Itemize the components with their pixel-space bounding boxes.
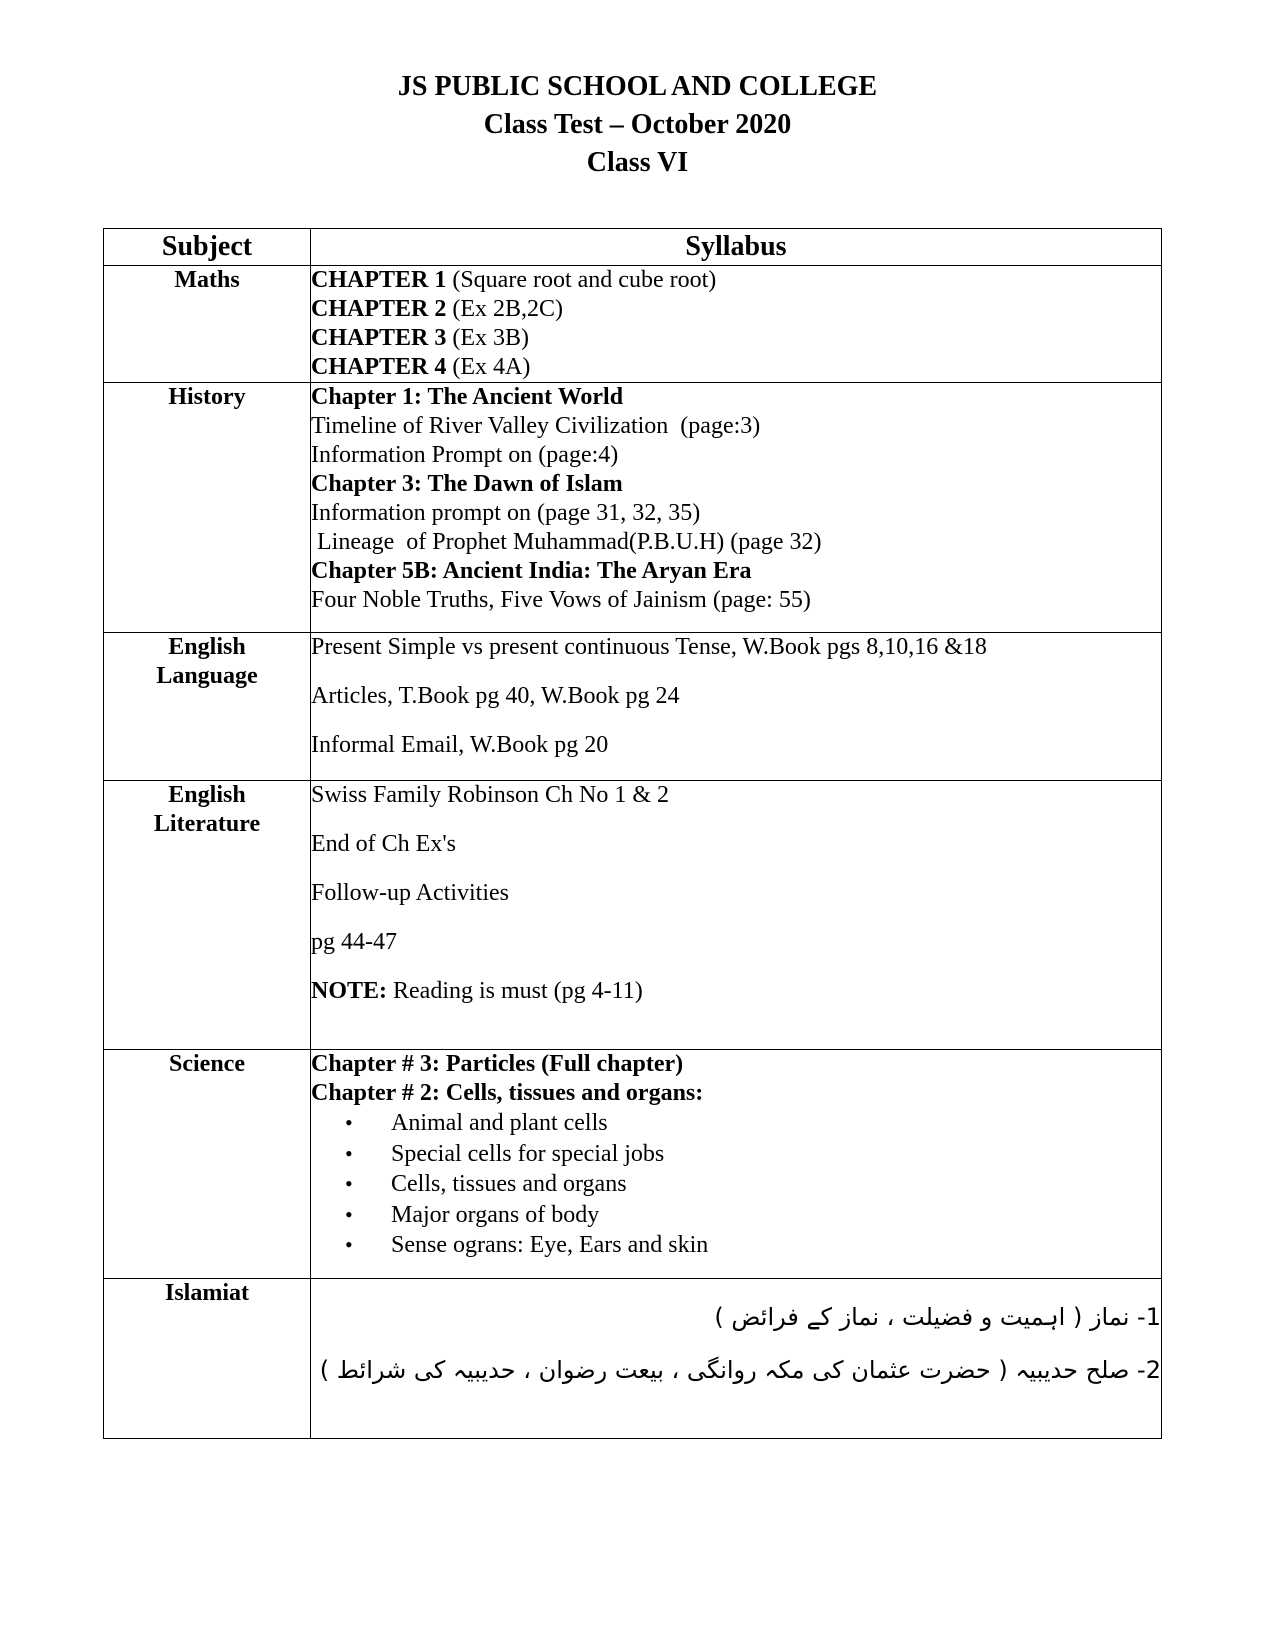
subject-english-literature	[104, 781, 311, 1050]
syllabus-history	[311, 383, 1162, 633]
list-item: • Major organs of body	[367, 1200, 1161, 1231]
history-topic: Lineage of Prophet Muhammad(P.B.U.H) (page 32)	[311, 529, 822, 555]
subject-name-line: English	[168, 634, 246, 660]
document-header	[0, 68, 1275, 182]
history-chapter-heading: Chapter 1: The Ancient World	[311, 384, 624, 410]
syllabus-english-language	[311, 633, 1162, 781]
subject-column-header: Subject	[104, 229, 311, 266]
maths-line	[311, 324, 1161, 353]
class-title: Class VI	[586, 147, 689, 178]
science-topic-list	[311, 1108, 1161, 1261]
maths-chapter-detail: (Ex 3B)	[446, 325, 529, 351]
note-label: NOTE:	[311, 978, 388, 1004]
history-topic: Information Prompt on (page:4)	[311, 442, 619, 468]
list-item: • Special cells for special jobs	[367, 1139, 1161, 1170]
subject-name-line: Literature	[153, 811, 261, 837]
test-title: Class Test – October 2020	[483, 109, 792, 140]
history-topic: Timeline of River Valley Civilization (page:3)	[311, 413, 761, 439]
table-row-maths	[104, 266, 1162, 383]
syllabus-column-header: Syllabus	[311, 229, 1162, 266]
table-row-science	[104, 1050, 1162, 1279]
history-chapter-heading: Chapter 3: The Dawn of Islam	[311, 471, 623, 497]
english-literature-item: End of Ch Ex's	[311, 831, 456, 857]
history-chapter-heading: Chapter 5B: Ancient India: The Aryan Era	[311, 558, 752, 584]
history-topic: Four Noble Truths, Five Vows of Jainism (page: 55)	[311, 587, 811, 613]
maths-line	[311, 295, 1161, 324]
list-item: • Sense ograns: Eye, Ears and skin	[367, 1230, 1161, 1261]
subject-maths: Maths	[104, 266, 311, 383]
subject-name-line: English	[168, 782, 246, 808]
table-row-english-literature	[104, 781, 1162, 1050]
maths-chapter-detail: (Ex 2B,2C)	[446, 296, 564, 322]
maths-chapter-label: CHAPTER 3	[311, 325, 447, 351]
syllabus-maths	[311, 266, 1162, 383]
syllabus-english-literature	[311, 781, 1162, 1050]
science-chapter-heading: Chapter # 3: Particles (Full chapter)	[311, 1051, 684, 1077]
science-chapter-heading: Chapter # 2: Cells, tissues and organs:	[311, 1080, 704, 1106]
maths-chapter-label: CHAPTER 4	[311, 354, 447, 380]
english-literature-item: Follow-up Activities	[311, 880, 509, 906]
maths-line	[311, 266, 1161, 295]
islamiat-item: 1- نماز ( اہمیت و فضیلت ، نماز کے فرائض )	[714, 1303, 1161, 1331]
school-name: JS PUBLIC SCHOOL AND COLLEGE	[397, 71, 878, 102]
table-header-row	[104, 229, 1162, 266]
subject-history: History	[104, 383, 311, 633]
english-language-item: Informal Email, W.Book pg 20	[311, 732, 609, 758]
english-literature-item: Swiss Family Robinson Ch No 1 & 2	[311, 782, 670, 808]
list-item: • Animal and plant cells	[367, 1108, 1161, 1139]
subject-name-line: Language	[156, 663, 258, 689]
maths-chapter-label: CHAPTER 1	[311, 267, 447, 293]
maths-chapter-label: CHAPTER 2	[311, 296, 447, 322]
syllabus-science	[311, 1050, 1162, 1279]
note-text: Reading is must (pg 4-11)	[387, 978, 643, 1004]
table-row-history	[104, 383, 1162, 633]
english-literature-note	[311, 977, 1161, 1006]
english-language-item: Articles, T.Book pg 40, W.Book pg 24	[311, 683, 680, 709]
maths-chapter-detail: (Ex 4A)	[446, 354, 531, 380]
english-language-item: Present Simple vs present continuous Tense, W.Book pgs 8,10,16 &18	[311, 634, 987, 660]
list-item: • Cells, tissues and organs	[367, 1169, 1161, 1200]
history-topic: Information prompt on (page 31, 32, 35)	[311, 500, 701, 526]
islamiat-item: 2- صلح حدیبیہ ( حضرت عثمان کی مکہ روانگی ، بیعت رضوان ، حدیبیہ کی شرائط )	[319, 1356, 1161, 1384]
maths-line	[311, 353, 1161, 382]
subject-science: Science	[104, 1050, 311, 1279]
table-row-english-language	[104, 633, 1162, 781]
syllabus-islamiat	[311, 1279, 1162, 1439]
syllabus-table	[103, 228, 1162, 1439]
table-row-islamiat	[104, 1279, 1162, 1439]
spacer	[311, 1279, 1161, 1303]
maths-chapter-detail: (Square root and cube root)	[446, 267, 717, 293]
subject-islamiat: Islamiat	[104, 1279, 311, 1439]
english-literature-item: pg 44-47	[311, 929, 397, 955]
subject-english-language	[104, 633, 311, 781]
